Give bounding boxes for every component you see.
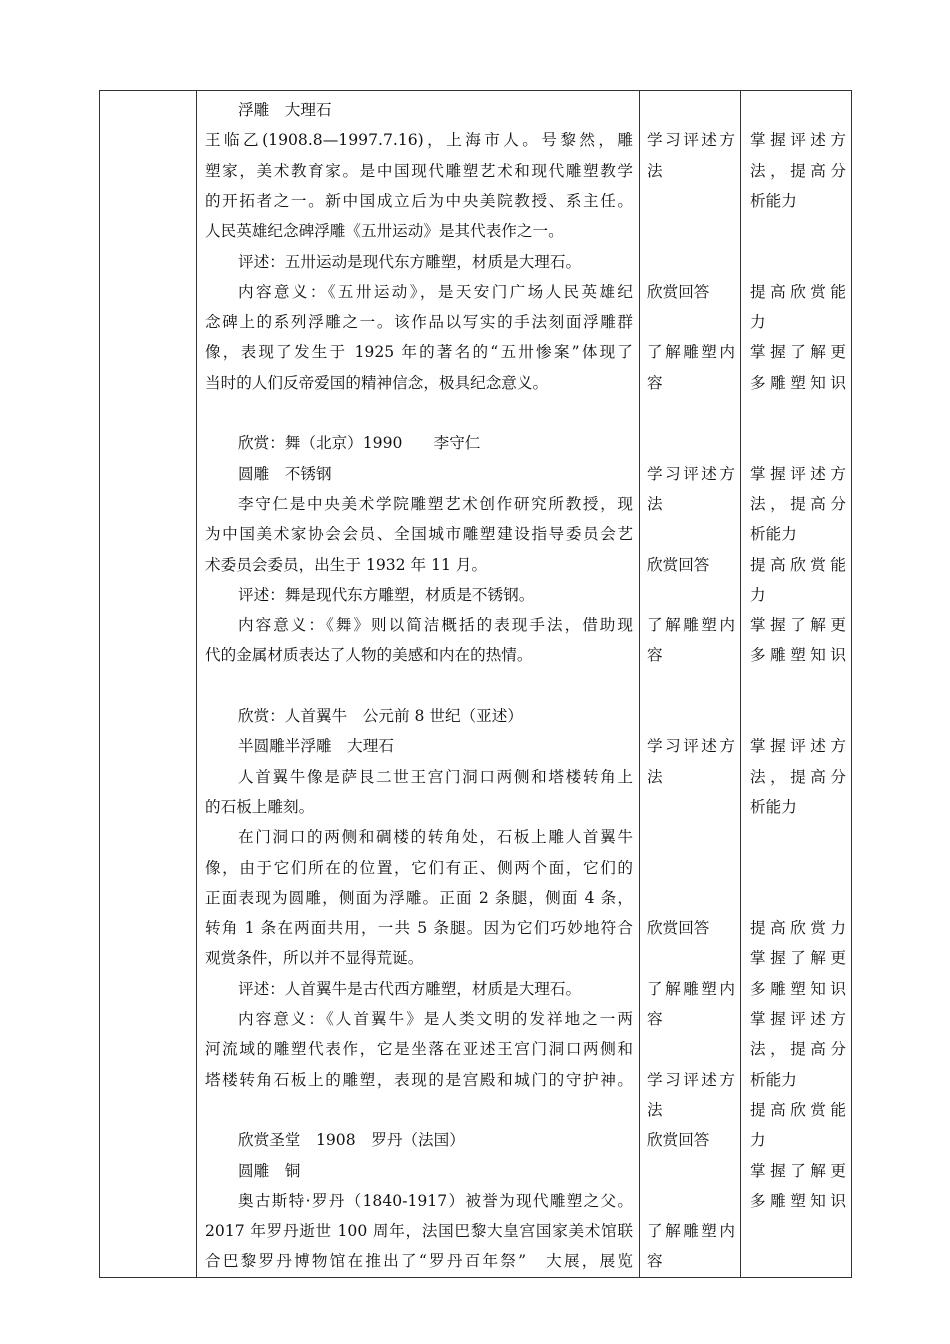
goal-line: 多雕塑知识 — [750, 373, 846, 392]
content-line: 评述：舞是现代东方雕塑，材质是不锈钢。 — [238, 585, 535, 604]
goal-line: 提高欣赏能 — [750, 555, 846, 574]
goal-line — [750, 398, 846, 428]
activity-line: 法 — [647, 767, 663, 786]
goal-line — [750, 95, 846, 125]
content-line: 当时的人们反帝爱国的精神信念，极具纪念意义。 — [205, 373, 549, 392]
goal-line: 多雕塑知识 — [750, 1191, 846, 1210]
content-line: 像，由于它们所在的位置，它们有正、侧两个面，它们的 — [205, 858, 633, 877]
goal-line: 掌握评述方 — [750, 464, 846, 483]
activity-line: 法 — [647, 161, 663, 180]
column-divider-1 — [196, 90, 197, 1278]
content-line: 内容意义：《五卅运动》，是天安门广场人民英雄纪 — [238, 282, 633, 301]
column-divider-2 — [639, 90, 640, 1278]
content-line: 人民英雄纪念碑浮雕《五卅运动》是其代表作之一。 — [205, 222, 564, 241]
content-line: 浮雕 大理石 — [238, 101, 332, 119]
goal-line — [750, 216, 846, 246]
activity-line: 容 — [647, 373, 663, 392]
content-line — [205, 1095, 633, 1125]
goal-line: 析能力 — [750, 191, 797, 210]
activity-line: 欣赏回答 — [647, 919, 710, 938]
content-line: 评述：人首翼牛是古代西方雕塑，材质是大理石。 — [238, 979, 582, 998]
activity-line: 欣赏回答 — [647, 555, 710, 574]
activity-line — [647, 247, 735, 277]
activity-line: 了解雕塑内 — [647, 616, 735, 635]
goal-line — [750, 883, 846, 913]
activity-line: 了解雕塑内 — [647, 979, 735, 998]
activity-line — [647, 186, 735, 216]
activity-line — [647, 1034, 735, 1064]
activity-line — [647, 307, 735, 337]
content-line: 人首翼牛像是萨艮二世王宫门洞口两侧和塔楼转角上 — [238, 767, 633, 786]
table-left-border — [99, 90, 100, 1278]
content-line: 内容意义：《舞》则以简洁概括的表现手法，借助现 — [238, 616, 633, 635]
goal-line — [750, 671, 846, 701]
goal-line — [750, 822, 846, 852]
goal-line: 掌握了解更 — [750, 949, 846, 968]
goal-line: 多雕塑知识 — [750, 979, 846, 998]
content-line: 像，表现了发生于 1925 年的著名的“五卅惨案”体现了 — [205, 343, 633, 362]
activity-line — [647, 792, 735, 822]
content-line: 欣赏：人首翼牛 公元前 8 世纪（亚述） — [238, 707, 523, 725]
content-line: 王临乙(1908.8—1997.7.16)，上海市人。号黎然，雕 — [205, 131, 633, 150]
content-line: 的石板上雕刻。 — [205, 797, 315, 816]
goal-line: 法，提高分 — [750, 1040, 846, 1059]
activity-line — [647, 883, 735, 913]
activity-line — [647, 1156, 735, 1186]
goal-line: 掌握评述方 — [750, 131, 846, 150]
goal-line — [750, 247, 846, 277]
goal-line: 掌握评述方 — [750, 1010, 846, 1028]
activity-line: 学习评述方 — [647, 464, 735, 483]
goal-line: 法，提高分 — [750, 494, 846, 513]
content-line: 圆雕 不锈钢 — [238, 464, 332, 483]
activity-line: 法 — [647, 1100, 663, 1119]
content-line: 在门洞口的两侧和碉楼的转角处，石板上雕人首翼牛 — [238, 828, 633, 847]
content-line: 观赏条件，所以并不显得荒诞。 — [205, 949, 424, 968]
content-line: 河流域的雕塑代表作，它是坐落在亚述王宫门洞口两侧和 — [205, 1040, 633, 1059]
content-line: 半圆雕半浮雕 大理石 — [238, 737, 394, 756]
content-line: 塔楼转角石板上的雕塑，表现的是宫殿和城门的守护神。 — [205, 1070, 633, 1089]
goal-line: 析能力 — [750, 797, 797, 816]
content-line: 转角 1 条在两面共用，一共 5 条腿。因为它们巧妙地符合 — [205, 919, 633, 938]
content-line: 奥古斯特·罗丹（1840-1917）被誉为现代雕塑之父。 — [238, 1191, 633, 1210]
activity-line — [647, 701, 735, 731]
goal-line — [750, 1246, 846, 1276]
activity-line: 欣赏回答 — [647, 282, 710, 301]
activity-line — [647, 428, 735, 458]
goal-line: 掌握了解更 — [750, 343, 846, 362]
table-right-border — [851, 90, 852, 1278]
column-divider-3 — [740, 90, 741, 1278]
goal-line — [750, 1216, 846, 1246]
goal-line: 提高欣赏能 — [750, 282, 846, 301]
goal-line: 析能力 — [750, 1070, 797, 1089]
goal-line: 多雕塑知识 — [750, 646, 846, 665]
goal-line: 法，提高分 — [750, 161, 846, 180]
goal-line: 掌握了解更 — [750, 1161, 846, 1180]
content-line: 圆雕 铜 — [238, 1161, 301, 1180]
goal-line: 法，提高分 — [750, 767, 846, 786]
content-line: 内容意义：《人首翼牛》是人类文明的发祥地之一两 — [238, 1010, 633, 1028]
activity-line: 容 — [647, 1010, 663, 1028]
activity-line — [647, 398, 735, 428]
activity-line — [647, 822, 735, 852]
goal-line — [750, 701, 846, 731]
activity-line: 容 — [647, 1252, 663, 1271]
activity-line — [647, 1186, 735, 1216]
goal-line: 力 — [750, 585, 766, 604]
goal-line: 掌握了解更 — [750, 616, 846, 635]
content-line: 合巴黎罗丹博物馆在推出了“罗丹百年祭” 大展，展览 — [205, 1252, 633, 1271]
activity-line — [647, 853, 735, 883]
activity-line — [647, 519, 735, 549]
activity-line: 法 — [647, 494, 663, 513]
content-line — [205, 398, 633, 428]
activity-line — [647, 580, 735, 610]
goal-line — [750, 853, 846, 883]
goal-line — [750, 428, 846, 458]
activity-line: 容 — [647, 646, 663, 665]
content-line: 为中国美术家协会会员、全国城市雕塑建设指导委员会艺 — [205, 525, 633, 544]
goal-line: 力 — [750, 313, 766, 332]
activity-line: 了解雕塑内 — [647, 1222, 735, 1241]
content-line: 2017 年罗丹逝世 100 周年，法国巴黎大皇宫国家美术馆联 — [205, 1222, 633, 1241]
content-line: 欣赏：舞（北京）1990 李守仁 — [238, 434, 481, 453]
goal-line: 提高欣赏能 — [750, 1100, 846, 1119]
goal-line: 提高欣赏力 — [750, 919, 846, 938]
content-line: 评述：五卅运动是现代东方雕塑，材质是大理石。 — [238, 252, 582, 271]
activity-line — [647, 95, 735, 125]
goal-line: 力 — [750, 1131, 766, 1150]
content-line: 正面表现为圆雕，侧面为浮雕。正面 2 条腿，侧面 4 条， — [205, 888, 633, 907]
content-line: 代的金属材质表达了人物的美感和内在的热情。 — [205, 646, 533, 665]
content-line: 的开拓者之一。新中国成立后为中央美院教授、系主任。 — [205, 191, 633, 210]
content-line: 念碑上的系列浮雕之一。该作品以写实的手法刻面浮雕群 — [205, 313, 633, 332]
activity-line: 学习评述方 — [647, 131, 735, 150]
content-line: 李守仁是中央美术学院雕塑艺术创作研究所教授，现 — [238, 494, 633, 513]
activity-line: 学习评述方 — [647, 737, 735, 756]
content-line — [205, 671, 633, 701]
activity-line — [647, 943, 735, 973]
activity-line — [647, 216, 735, 246]
activity-line: 欣赏回答 — [647, 1131, 710, 1150]
goal-line: 掌握评述方 — [750, 737, 846, 756]
activity-line — [647, 671, 735, 701]
goal-line: 析能力 — [750, 525, 797, 544]
content-line: 塑家，美术教育家。是中国现代雕塑艺术和现代雕塑教学 — [205, 161, 633, 180]
content-line: 欣赏圣堂 1908 罗丹（法国） — [238, 1131, 465, 1150]
activity-line: 了解雕塑内 — [647, 343, 735, 362]
activity-line: 学习评述方 — [647, 1070, 735, 1089]
content-line: 术委员会委员，出生于 1932 年 11 月。 — [205, 555, 488, 574]
